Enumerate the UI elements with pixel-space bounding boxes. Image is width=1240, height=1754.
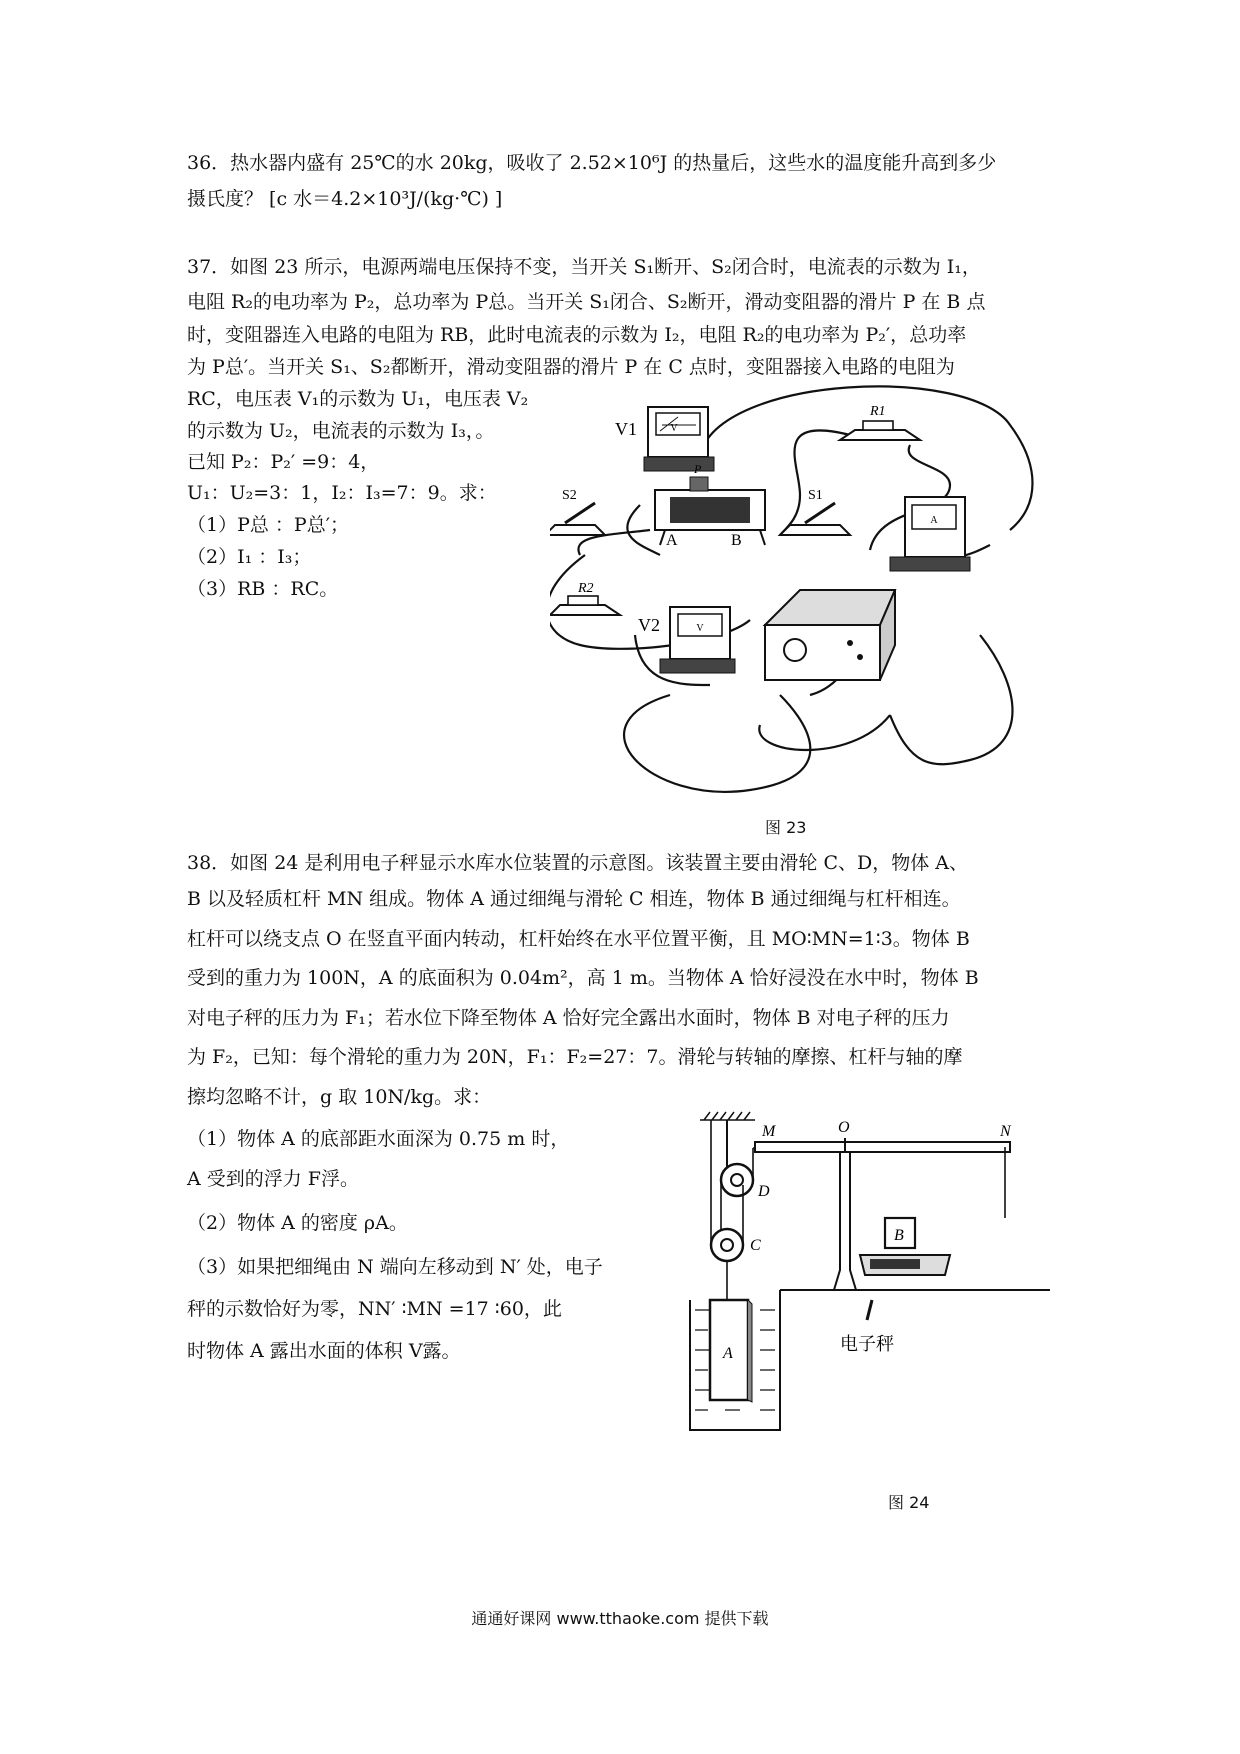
q37-line-2: 电阻 R₂的电功率为 P₂，总功率为 P总。当开关 S₁闭合、S₂断开，滑动变阻器的滑片 P 在 B 点 — [187, 291, 986, 313]
ammeter — [890, 497, 970, 571]
r1-label: R1 — [870, 404, 886, 419]
label-m: M — [762, 1123, 776, 1140]
voltmeter-v2 — [660, 607, 735, 673]
rheostat-a-label: A — [666, 532, 678, 549]
resistor-r1 — [840, 421, 920, 440]
fulcrum-post — [834, 1152, 856, 1290]
v1-dial-label: V — [670, 423, 678, 434]
q38-line-5: 对电子秤的压力为 F₁；若水位下降至物体 A 恰好完全露出水面时，物体 B 对电子秤的压力 — [187, 1007, 950, 1029]
q38-sub-3a: （3）如果把细绳由 N 端向左移动到 N′ 处，电子 — [187, 1256, 603, 1278]
page-footer: 通通好课网 www.tthaoke.com 提供下载 — [471, 1609, 769, 1628]
q37-sub-1: （1）P总 ：P总′； — [187, 514, 350, 536]
resistor-r2 — [550, 596, 620, 615]
q37-line-8: U₁：U₂=3：1，I₂：I₃=7：9。求： — [187, 482, 497, 504]
q37-line-1: 37．如图 23 所示，电源两端电压保持不变，当开关 S₁断开、S₂闭合时，电流表的示数为 I₁， — [187, 256, 981, 278]
q38-sub-2: （2）物体 A 的密度 ρA。 — [187, 1212, 408, 1234]
q37-sub-2: （2）I₁ ：I₃； — [187, 546, 312, 568]
label-electronic-scale: 电子秤 — [840, 1334, 894, 1354]
label-d: D — [758, 1183, 770, 1200]
v2-dial-label: V — [696, 623, 704, 634]
label-a: A — [723, 1345, 733, 1362]
label-n: N — [1000, 1123, 1011, 1140]
lever-mn — [755, 1142, 1010, 1152]
figure-23-circuit — [550, 385, 1060, 805]
switch-s2 — [550, 503, 605, 535]
switch-s1 — [780, 503, 850, 535]
s1-label: S1 — [808, 488, 823, 503]
rheostat-p-label: P — [694, 462, 702, 476]
q37-line-7: 已知 P₂：P₂′ =9：4， — [187, 451, 380, 473]
q38-line-1: 38．如图 24 是利用电子秤显示水库水位装置的示意图。该装置主要由滑轮 C、D，物体 A、 — [187, 852, 969, 874]
q38-sub-3c: 时物体 A 露出水面的体积 V露。 — [187, 1340, 461, 1362]
q37-sub-3: （3）RB ：RC。 — [187, 578, 339, 600]
label-o: O — [838, 1119, 850, 1136]
q36-line-1: 36．热水器内盛有 25℃的水 20kg，吸收了 2.52×10⁶J 的热量后，这些水的温度能升高到多少 — [187, 152, 997, 174]
q37-line-6: 的示数为 U₂，电流表的示数为 I₃，。 — [187, 420, 495, 442]
q37-line-3: 时，变阻器连入电路的电阻为 RB，此时电流表的示数为 I₂，电阻 R₂的电功率为 P₂′，总功率 — [187, 324, 967, 346]
label-c: C — [750, 1237, 761, 1254]
figure-23-caption: 图 23 — [765, 818, 807, 837]
figure-24-caption: 图 24 — [888, 1493, 930, 1512]
s2-label: S2 — [562, 488, 577, 503]
q38-sub-3b: 秤的示数恰好为零，NN′ ∶MN =17 ∶60，此 — [187, 1298, 562, 1320]
rheostat-b-label: B — [731, 532, 742, 549]
q38-sub-1a: （1）物体 A 的底部距水面深为 0.75 m 时， — [187, 1128, 570, 1150]
q38-line-2: B 以及轻质杠杆 MN 组成。物体 A 通过细绳与滑轮 C 相连，物体 B 通过细绳与杠杆相连。 — [187, 888, 961, 910]
q37-line-4: 为 P总′。当开关 S₁、S₂都断开，滑动变阻器的滑片 P 在 C 点时，变阻器接入电路的电阻为 — [187, 356, 955, 378]
q38-sub-1b: A 受到的浮力 F浮。 — [187, 1168, 359, 1190]
voltmeter-v1 — [644, 407, 714, 471]
label-b: B — [894, 1227, 904, 1244]
q36-line-2: 摄氏度？ [c 水＝4.2×10³J/(kg·℃) ] — [187, 188, 503, 210]
ammeter-dial-label: A — [930, 515, 938, 526]
q37-line-5: RC，电压表 V₁的示数为 U₁，电压表 V₂ — [187, 388, 529, 410]
v2-label: V2 — [638, 615, 660, 635]
q38-line-3: 杠杆可以绕支点 O 在竖直平面内转动，杠杆始终在水平位置平衡，且 MO∶MN=1∶3。物体 B — [187, 928, 970, 950]
power-supply — [765, 590, 895, 680]
v1-label: V1 — [615, 419, 637, 439]
figure-24-apparatus — [680, 1100, 1060, 1440]
q38-line-6: 为 F₂，已知：每个滑轮的重力为 20N，F₁：F₂=27：7。滑轮与转轴的摩擦、杠杆与轴的摩 — [187, 1046, 963, 1068]
q38-line-7: 擦均忽略不计，g 取 10N/kg。求： — [187, 1086, 492, 1108]
scale-pointer-line — [867, 1300, 872, 1320]
r2-label: R2 — [578, 581, 594, 596]
q38-line-4: 受到的重力为 100N，A 的底面积为 0.04m²，高 1 m。当物体 A 恰好浸没在水中时，物体 B — [187, 967, 979, 989]
